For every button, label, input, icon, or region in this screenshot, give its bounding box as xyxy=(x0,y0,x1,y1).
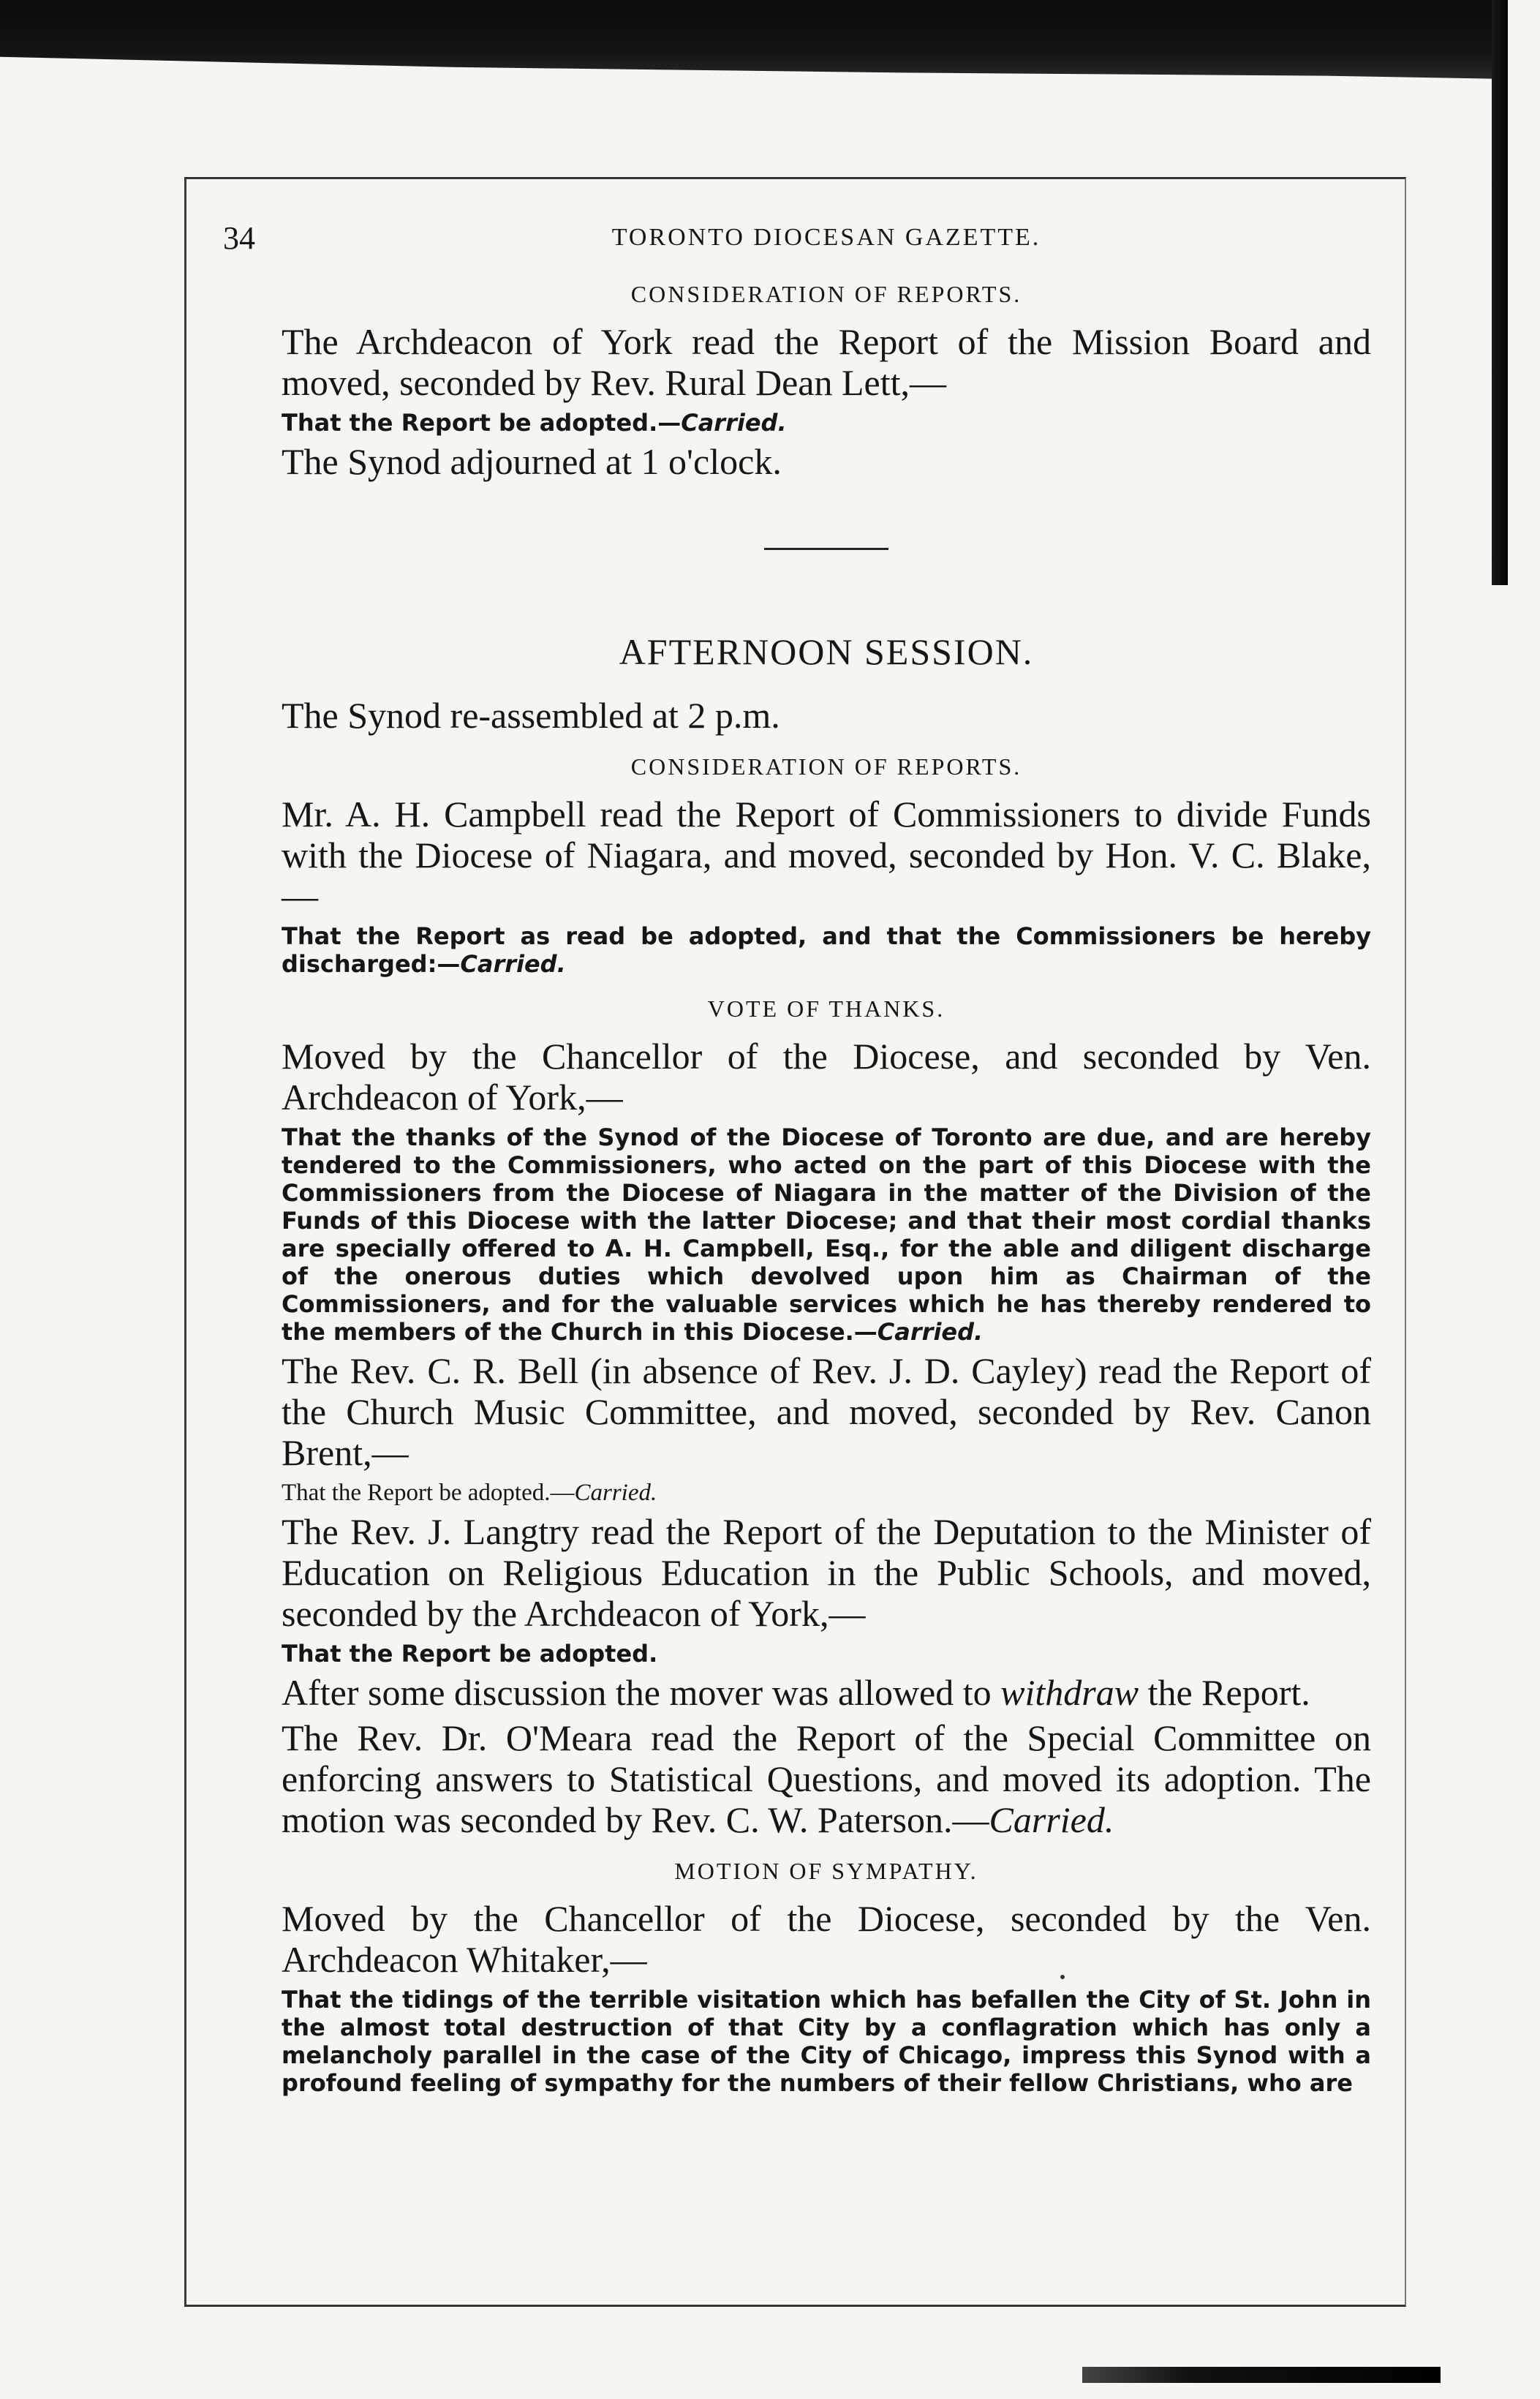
paragraph-vote-of-thanks: Moved by the Chancellor of the Diocese, and seconded by Ven. Archdeacon of York,— xyxy=(282,1036,1371,1118)
statistics-text: The Rev. Dr. O'Meara read the Report of the Special Committee on enforcing answers to Statistical Questions, and moved its adoption. The motion was seconded by Rev. C. W. Paterson.— xyxy=(282,1717,1371,1840)
resolution-thanks xyxy=(282,1123,1371,1346)
resolution-text: That the Report as read be adopted, and that the Commissioners be hereby discharged:— xyxy=(282,922,1371,978)
resolution-commissioners xyxy=(282,922,1371,978)
withdrawn-emphasis: withdraw xyxy=(1000,1672,1139,1713)
paragraph-mission-board: The Archdeacon of York read the Report of the Mission Board and moved, seconded by Rev. Rural Dean Lett,— xyxy=(282,321,1371,403)
resolution-sympathy: That the tidings of the terrible visitation which has befallen the City of St. John in the almost total destruction of that City by a conflagration which has only a melancholy parallel in the case of the City of Chicago, impress this Synod with a profound feeling of sympathy for the numbers of their fellow Christians, who are xyxy=(282,1986,1371,2097)
paragraph-sympathy-motion: Moved by the Chancellor of the Diocese, seconded by the Ven. Archdeacon Whitaker,— xyxy=(282,1898,1371,1980)
running-title: TORONTO DIOCESAN GAZETTE. xyxy=(611,224,1041,251)
resolution-religious-education: That the Report be adopted. xyxy=(282,1640,658,1668)
paragraph-statistical-questions xyxy=(282,1717,1371,1840)
subheading-reports: CONSIDERATION OF REPORTS. xyxy=(630,753,1022,780)
paragraph-withdrawn xyxy=(282,1672,1371,1713)
page-content xyxy=(223,219,1371,2101)
paragraph-reassembled: The Synod re-assembled at 2 p.m. xyxy=(282,695,780,736)
section-heading-afternoon: AFTERNOON SESSION. xyxy=(619,631,1034,672)
paragraph-adjourned: The Synod adjourned at 1 o'clock. xyxy=(282,441,782,482)
resolution-text: That the Report be adopted.— xyxy=(282,1480,575,1506)
page-number: 34 xyxy=(223,220,255,256)
carried-label: Carried. xyxy=(989,1799,1114,1840)
section-heading-reports: CONSIDERATION OF REPORTS. xyxy=(630,281,1022,307)
resolution-church-music xyxy=(282,1479,1371,1507)
section-heading-thanks: VOTE OF THANKS. xyxy=(707,995,945,1022)
carried-label: Carried. xyxy=(574,1480,657,1506)
paragraph-religious-education: The Rev. J. Langtry read the Report of the Deputation to the Minister of Education on Religious Education in the Public Schools, and moved, seconded by the Archdeacon of York,— xyxy=(282,1511,1371,1634)
section-heading-sympathy: MOTION OF SYMPATHY. xyxy=(674,1858,978,1884)
page-header xyxy=(223,219,1371,263)
carried-label: Carried. xyxy=(681,409,787,437)
withdrawn-text-end: the Report. xyxy=(1139,1672,1310,1713)
paragraph-commissioners: Mr. A. H. Campbell read the Report of Commissioners to divide Funds with the Diocese of Niagara, and moved, seconded by Hon. V. C. Blake,— xyxy=(282,794,1371,916)
carried-label: Carried. xyxy=(877,1318,984,1346)
scan-top-edge xyxy=(0,0,1506,79)
carried-label: Carried. xyxy=(460,950,566,978)
paragraph-church-music: The Rev. C. R. Bell (in absence of Rev. J. D. Cayley) read the Report of the Church Music Committee, and moved, seconded by Rev. Canon Brent,— xyxy=(282,1350,1371,1473)
resolution-text: That the thanks of the Synod of the Diocese of Toronto are due, and are hereby tendered to the Commissioners, who acted on the part of this Diocese with the Commissioners from the Diocese of Niagara in the matter of the Division of the Funds of this Diocese with the latter Diocese; and that their most cordial thanks are specially offered to A. H. Campbell, Esq., for the able and diligent discharge of the onerous duties which devolved upon him as Chairman of the Commissioners, and for the valuable services which he has thereby rendered to the members of the Church in this Diocese.— xyxy=(282,1123,1371,1346)
resolution-mission-board xyxy=(282,409,1371,437)
withdrawn-text-start: After some discussion the mover was allowed to xyxy=(282,1672,1001,1713)
section-divider xyxy=(764,548,888,550)
scan-right-edge xyxy=(1492,0,1508,585)
resolution-text: That the Report be adopted.— xyxy=(282,409,682,437)
scan-bottom-edge xyxy=(1082,2367,1441,2383)
